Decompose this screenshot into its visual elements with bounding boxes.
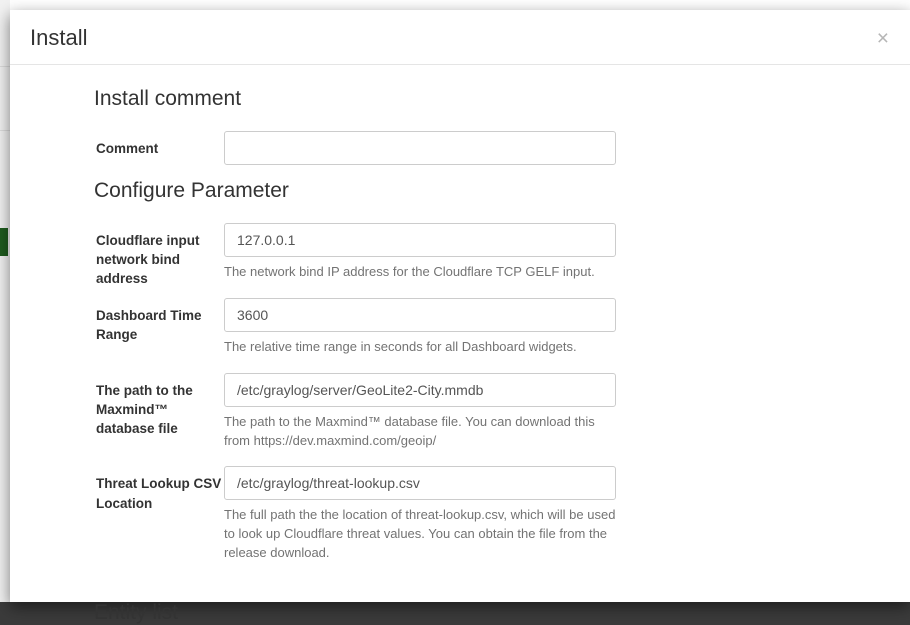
form-row-maxmind-database-path [34,373,886,461]
section-heading-install-comment: Install comment [94,87,242,110]
field-comment [224,131,616,165]
modal-body [10,65,910,624]
section-heading-configure-parameter: Configure Parameter [94,179,289,202]
comment-input[interactable] [224,131,616,165]
maxmind-database-path-input[interactable] [224,373,616,407]
form-row-threat-lookup-csv [34,466,886,573]
label-cloudflare-bind-address: Cloudflare input network bind address [96,233,200,287]
dashboard-time-range-input[interactable] [224,298,616,332]
background-divider [0,66,10,67]
close-icon[interactable]: × [873,24,893,53]
field-threat-lookup-csv [224,466,616,573]
install-modal [10,10,910,624]
section-heading-entity-list: Entity list [94,600,179,624]
cloudflare-bind-address-input[interactable] [224,223,616,257]
form-row-cloudflare-bind-address [34,223,886,292]
field-dashboard-time-range [224,298,616,367]
help-dashboard-time-range: The relative time range in seconds for all Dashboard widgets. [224,338,577,354]
form-row-dashboard-time-range [34,298,886,367]
label-comment: Comment [96,141,159,156]
page-title: Install [30,25,88,50]
field-cloudflare-bind-address [224,223,616,292]
help-maxmind-database-path: The path to the Maxmind™ database file. You can download this from https://dev.maxmind.com/geoip/ [224,413,595,448]
field-maxmind-database-path [224,373,616,461]
modal-header [10,10,910,65]
label-threat-lookup-csv: Threat Lookup CSV Location [96,476,222,511]
background-status-bar [0,228,8,256]
help-cloudflare-bind-address: The network bind IP address for the Cloudflare TCP GELF input. [224,264,595,279]
form-row-comment [34,131,886,165]
threat-lookup-csv-input[interactable] [224,466,616,500]
background-page-column [0,0,10,602]
background-divider [0,130,10,131]
label-maxmind-database-path: The path to the Maxmind™ database file [96,382,193,436]
label-dashboard-time-range: Dashboard Time Range [96,307,202,342]
help-threat-lookup-csv: The full path the the location of threat-lookup.csv, which will be used to look up Cloudflare threat values. You can obtain the file from the release download. [224,507,616,561]
